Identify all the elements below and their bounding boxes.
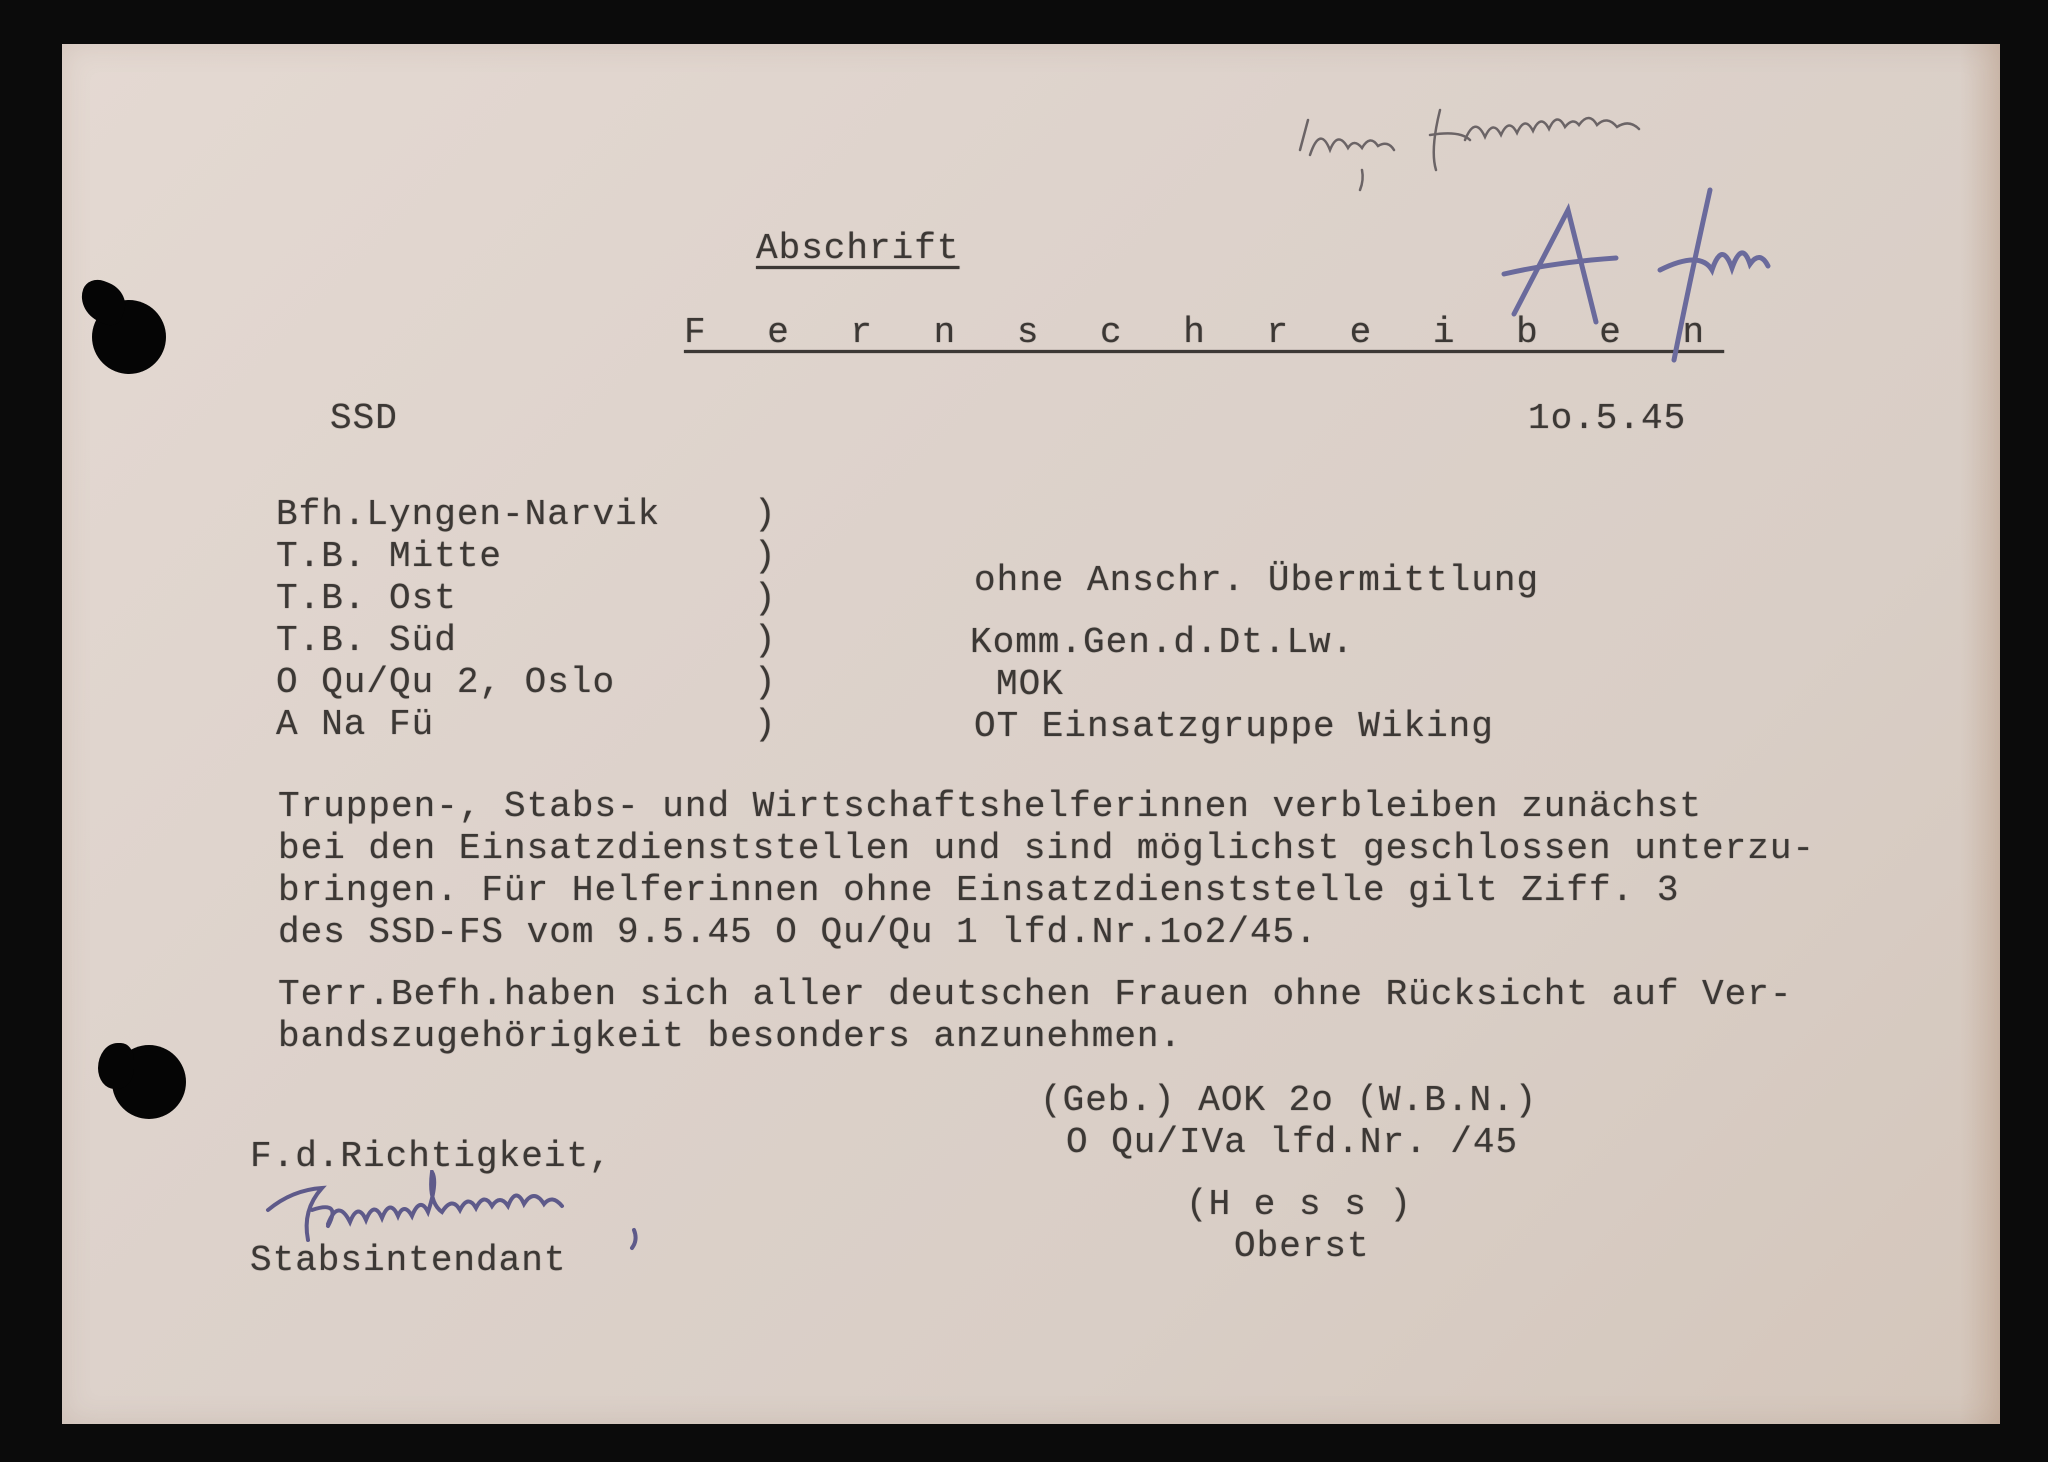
- bracket-4: ): [754, 620, 777, 661]
- recipient-1: Bfh.Lyngen-Narvik: [276, 494, 661, 535]
- body-line-6: bandszugehörigkeit besonders anzunehmen.: [278, 1016, 1183, 1057]
- recipient-6: A Na Fü: [276, 704, 435, 745]
- recipient-note: ohne Anschr. Übermittlung: [974, 560, 1540, 601]
- body-line-5: Terr.Befh.haben sich aller deutschen Frauen ohne Rücksicht auf Ver-: [278, 974, 1793, 1015]
- recipient-3: T.B. Ost: [276, 578, 457, 619]
- punch-hole-upper: [92, 300, 166, 374]
- transmission-code: SSD: [330, 398, 398, 439]
- document-title: Abschrift: [756, 228, 960, 269]
- sender-rank: Oberst: [1234, 1226, 1370, 1267]
- document-subtitle: F e r n s c h r e i b e n: [684, 312, 1725, 353]
- bracket-1: ): [754, 494, 777, 535]
- body-line-1: Truppen-, Stabs- und Wirtschaftshelferinnen verbleiben zunächst: [278, 786, 1703, 827]
- sender-reference: O Qu/IVa lfd.Nr. /45: [1066, 1122, 1519, 1163]
- document-date: 1o.5.45: [1528, 398, 1687, 439]
- bracket-5: ): [754, 662, 777, 703]
- body-line-4: des SSD-FS vom 9.5.45 O Qu/Qu 1 lfd.Nr.1o2/45.: [278, 912, 1318, 953]
- recipient-right-3: OT Einsatzgruppe Wiking: [974, 706, 1494, 747]
- body-line-2: bei den Einsatzdienststellen und sind möglichst geschlossen unterzu-: [278, 828, 1816, 869]
- recipient-right-2: MOK: [996, 664, 1064, 705]
- paper-edge-shadow: [1960, 44, 2000, 1424]
- body-line-3: bringen. Für Helferinnen ohne Einsatzdienststelle gilt Ziff. 3: [278, 870, 1680, 911]
- recipient-4: T.B. Süd: [276, 620, 457, 661]
- punch-hole-lower: [112, 1045, 186, 1119]
- certification-label: F.d.Richtigkeit,: [250, 1136, 612, 1177]
- sender-name: (H e s s ): [1186, 1184, 1413, 1225]
- bracket-3: ): [754, 578, 777, 619]
- recipient-right-1: Komm.Gen.d.Dt.Lw.: [970, 622, 1355, 663]
- recipient-5: O Qu/Qu 2, Oslo: [276, 662, 616, 703]
- bracket-2: ): [754, 536, 777, 577]
- sender-unit: (Geb.) AOK 2o (W.B.N.): [1040, 1080, 1538, 1121]
- recipient-2: T.B. Mitte: [276, 536, 503, 577]
- bracket-6: ): [754, 704, 777, 745]
- certification-title: Stabsintendant: [250, 1240, 567, 1281]
